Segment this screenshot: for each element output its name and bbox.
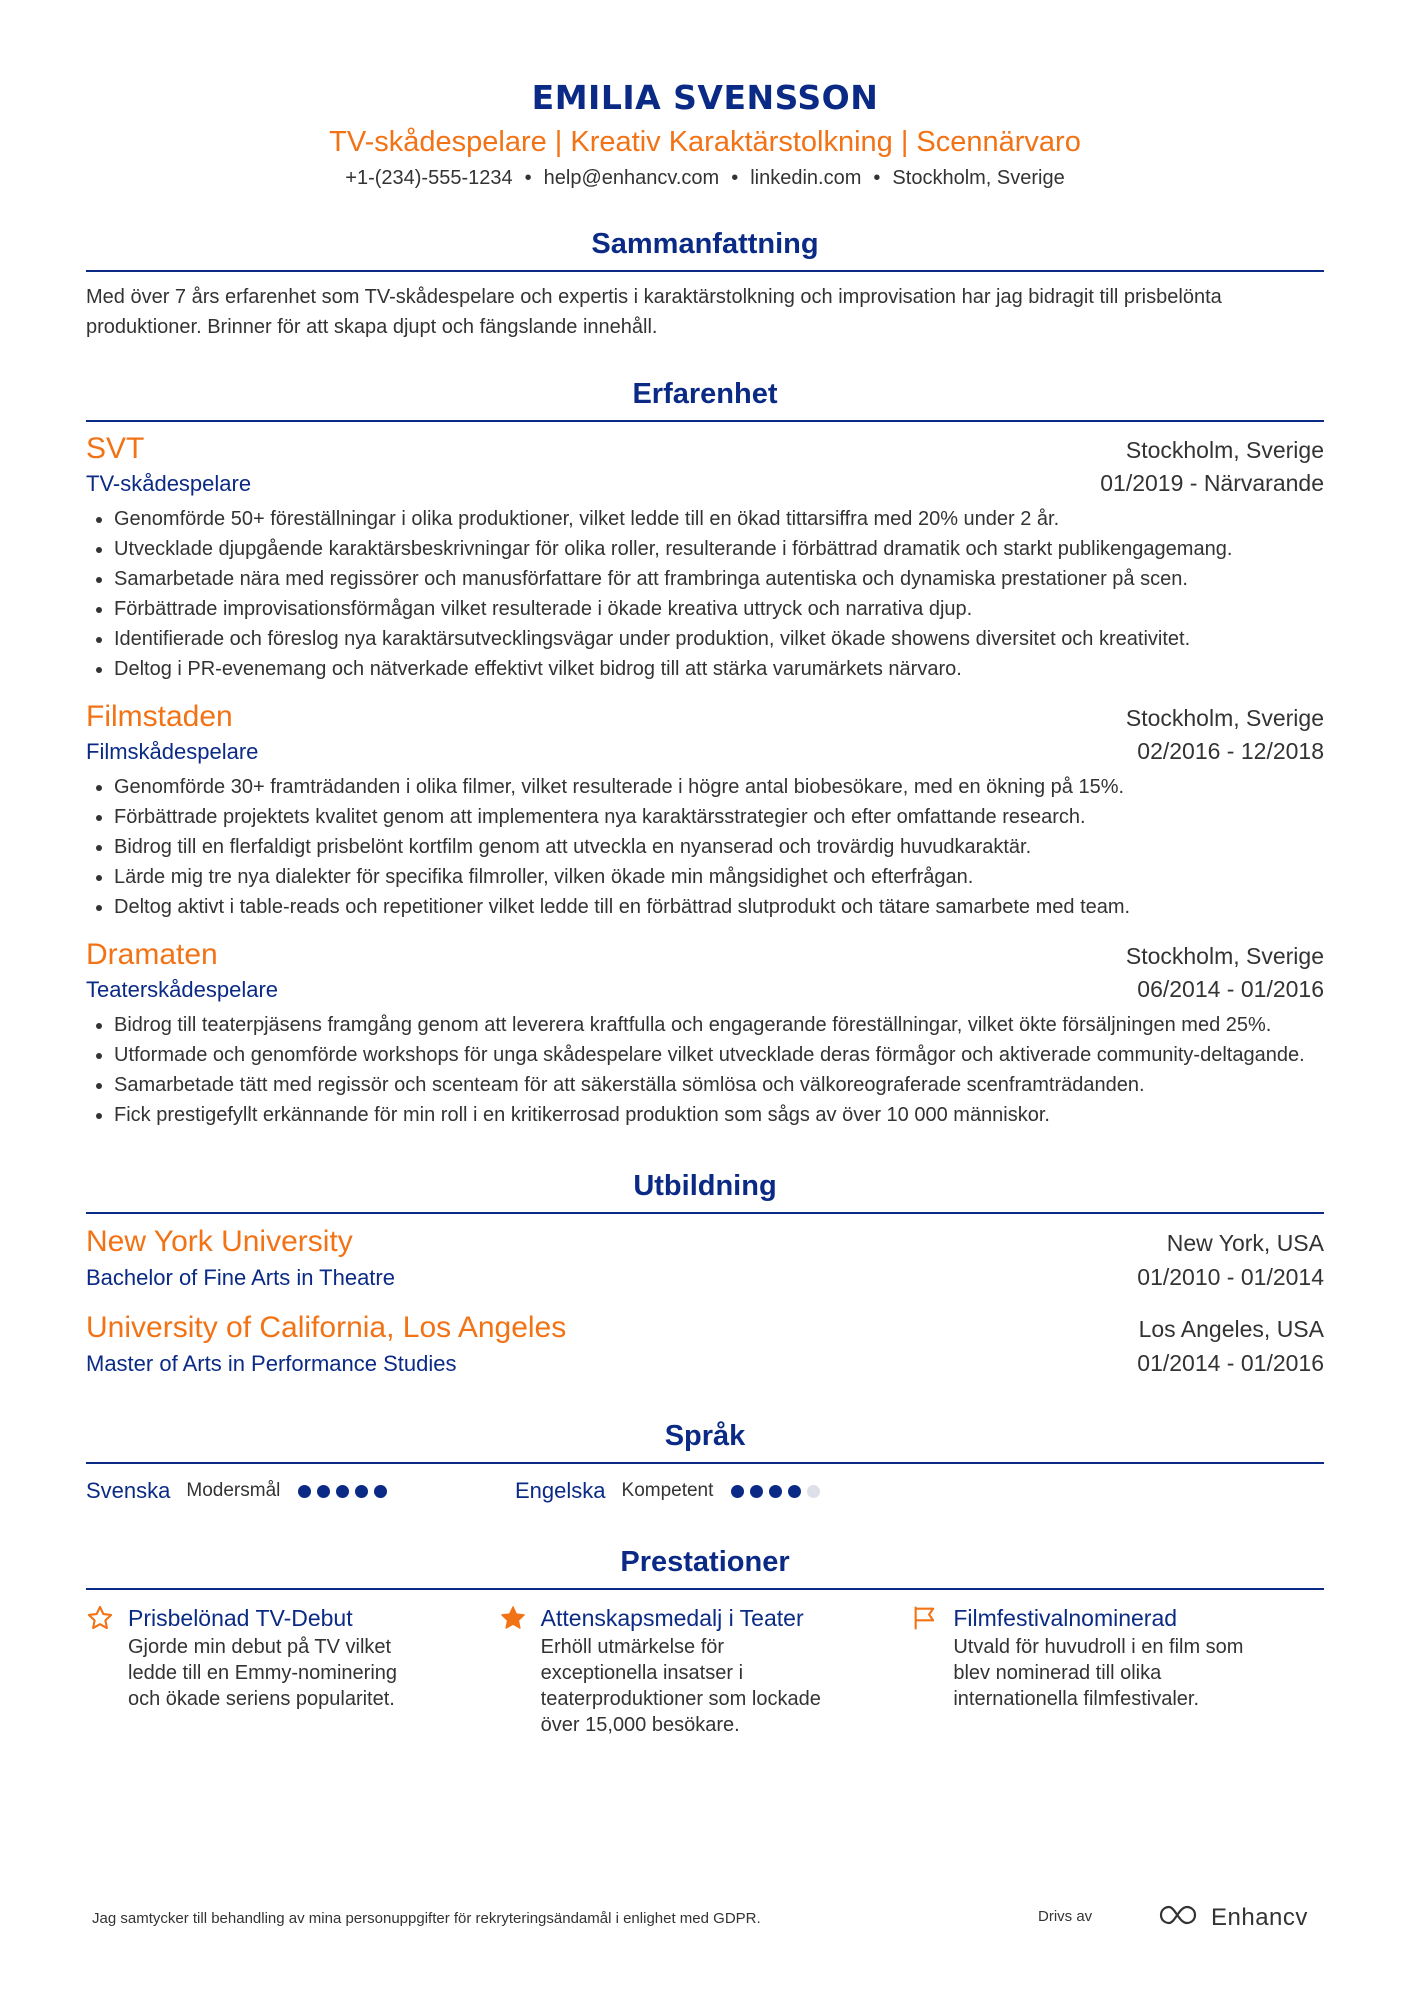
rating-dot-filled bbox=[374, 1485, 387, 1498]
job-bullets bbox=[86, 504, 1324, 684]
contact-phone: +1-(234)-555-1234 bbox=[345, 167, 513, 189]
star-outline-icon bbox=[86, 1602, 128, 1738]
education-dates: 01/2014 - 01/2016 bbox=[1137, 1350, 1324, 1376]
separator-dot: • bbox=[731, 167, 739, 189]
resume-header bbox=[86, 0, 1324, 192]
bullet-item: • Fick prestigefyllt erkännande för min roll i en kritikerrosad produktion som sågs av över 10 000 människor. bbox=[114, 1100, 1324, 1130]
job-location: Stockholm, Sverige bbox=[1125, 705, 1324, 731]
section-divider bbox=[86, 270, 1324, 272]
section-title-experience: Erfarenhet bbox=[632, 378, 778, 410]
job-location: Stockholm, Sverige bbox=[1125, 437, 1324, 463]
school-name: New York University bbox=[86, 1225, 353, 1258]
language-level: Modersmål bbox=[186, 1480, 281, 1501]
job-dates: 06/2014 - 01/2016 bbox=[1137, 976, 1324, 1002]
bullet-item: • Genomförde 30+ framträdanden i olika filmer, vilket resulterade i högre antal biobesökare, med en ökning på 15%. bbox=[114, 772, 1324, 802]
job-location: Stockholm, Sverige bbox=[1125, 943, 1324, 969]
job-company: Dramaten bbox=[86, 938, 218, 971]
achievement-desc: Utvald för huvudroll i en film som blev nominerad till olika internationella filmfestivaler. bbox=[953, 1636, 1244, 1710]
powered-by-label: Drivs av bbox=[1038, 1908, 1093, 1925]
bullet-item: • Förbättrade projektets kvalitet genom att implementera nya karaktärsstrategier och efter omfattande research. bbox=[114, 802, 1324, 832]
resume-page bbox=[86, 0, 1324, 1738]
education-entry bbox=[86, 1222, 1324, 1294]
rating-dot-filled bbox=[769, 1485, 782, 1498]
language-name: Engelska bbox=[515, 1478, 606, 1503]
rating-dot-filled bbox=[298, 1485, 311, 1498]
section-title-education: Utbildning bbox=[633, 1170, 777, 1202]
education-dates: 01/2010 - 01/2014 bbox=[1137, 1264, 1324, 1290]
star-filled-icon bbox=[499, 1602, 541, 1738]
achievement-item bbox=[499, 1602, 912, 1738]
school-location: New York, USA bbox=[1166, 1230, 1324, 1256]
job-entry bbox=[86, 936, 1324, 1130]
job-role: Filmskådespelare bbox=[86, 739, 259, 764]
bullet-item: • Förbättrade improvisationsförmågan vilket resulterade i ökade kreativa uttryck och narrativa djup. bbox=[114, 594, 1324, 624]
bullet-item: • Genomförde 50+ föreställningar i olika produktioner, vilket ledde till en ökad tittarsiffra med 20% under 2 år. bbox=[114, 504, 1324, 534]
gdpr-consent: Jag samtycker till behandling av mina personuppgifter för rekryteringsändamål i enlighet med GDPR. bbox=[92, 1910, 761, 1927]
contact-location: Stockholm, Sverige bbox=[892, 167, 1065, 189]
degree-name: Bachelor of Fine Arts in Theatre bbox=[86, 1265, 395, 1290]
language-item bbox=[86, 1478, 515, 1504]
section-divider bbox=[86, 1588, 1324, 1590]
job-company: Filmstaden bbox=[86, 700, 233, 733]
languages-row bbox=[86, 1476, 1324, 1506]
job-dates: 02/2016 - 12/2018 bbox=[1137, 738, 1324, 764]
job-bullets bbox=[86, 1010, 1324, 1130]
rating-dot-empty bbox=[807, 1485, 820, 1498]
footer bbox=[92, 1902, 1312, 1942]
section-title-summary: Sammanfattning bbox=[591, 228, 819, 260]
job-dates: 01/2019 - Närvarande bbox=[1100, 470, 1324, 496]
languages-section bbox=[86, 1416, 1324, 1506]
language-rating bbox=[731, 1485, 820, 1498]
bullet-item: • Utvecklade djupgående karaktärsbeskrivningar för olika roller, resulterande i förbättrad dramatik och starkt publikengagemang. bbox=[114, 534, 1324, 564]
language-item bbox=[515, 1478, 944, 1504]
flag-icon bbox=[911, 1602, 953, 1738]
rating-dot-filled bbox=[750, 1485, 763, 1498]
bullet-item: • Lärde mig tre nya dialekter för specifika filmroller, vilken ökade min mångsidighet och efterfrågan. bbox=[114, 862, 1324, 892]
rating-dot-filled bbox=[355, 1485, 368, 1498]
bullet-item: • Identifierade och föreslog nya karaktärsutvecklingsvägar under produktion, vilket ökade showens diversitet och kreativitet. bbox=[114, 624, 1324, 654]
job-bullets bbox=[86, 772, 1324, 922]
rating-dot-filled bbox=[336, 1485, 349, 1498]
achievements-section bbox=[86, 1542, 1324, 1738]
achievement-item bbox=[86, 1602, 499, 1738]
achievement-title: Attenskapsmedalj i Teater bbox=[540, 1605, 804, 1631]
bullet-item: • Deltog i PR-evenemang och nätverkade effektivt vilket bidrog till att stärka varumärkets närvaro. bbox=[114, 654, 1324, 684]
headline: TV-skådespelare | Kreativ Karaktärstolkning | Scennärvaro bbox=[329, 126, 1081, 158]
section-divider bbox=[86, 420, 1324, 422]
job-entry bbox=[86, 430, 1324, 684]
achievement-desc: Gjorde min debut på TV vilket ledde till en Emmy-nominering och ökade seriens popularitet. bbox=[128, 1636, 398, 1710]
contact-email[interactable]: help@enhancv.com bbox=[543, 167, 720, 189]
job-company: SVT bbox=[86, 432, 145, 465]
bullet-item: • Bidrog till teaterpjäsens framgång genom att leverera kraftfulla och engagerande föreställningar, vilket ökte försäljningen med 25%. bbox=[114, 1010, 1324, 1040]
bullet-item: • Utformade och genomförde workshops för unga skådespelare vilket utvecklade deras förmågor och aktiverade community-deltagande. bbox=[114, 1040, 1324, 1070]
rating-dot-filled bbox=[788, 1485, 801, 1498]
achievement-item bbox=[911, 1602, 1324, 1738]
degree-name: Master of Arts in Performance Studies bbox=[86, 1351, 457, 1376]
rating-dot-filled bbox=[317, 1485, 330, 1498]
achievement-title: Prisbelönad TV-Debut bbox=[128, 1605, 353, 1631]
contact-line bbox=[86, 164, 1324, 192]
candidate-name: EMILIA SVENSSON bbox=[531, 78, 879, 117]
bullet-item: • Samarbetade tätt med regissör och scenteam för att säkerställa sömlösa och välkoreograferade scenframträdanden. bbox=[114, 1070, 1324, 1100]
enhancv-logo-icon bbox=[1157, 1902, 1203, 1933]
summary-section bbox=[86, 224, 1324, 342]
section-divider bbox=[86, 1212, 1324, 1214]
job-entry bbox=[86, 698, 1324, 922]
achievements-row bbox=[86, 1602, 1324, 1738]
rating-dot-filled bbox=[731, 1485, 744, 1498]
language-name: Svenska bbox=[86, 1478, 171, 1503]
school-location: Los Angeles, USA bbox=[1138, 1316, 1324, 1342]
language-level: Kompetent bbox=[621, 1480, 714, 1501]
separator-dot: • bbox=[873, 167, 881, 189]
enhancv-logo[interactable] bbox=[1157, 1902, 1308, 1933]
education-entry bbox=[86, 1308, 1324, 1380]
achievement-title: Filmfestivalnominerad bbox=[953, 1605, 1178, 1631]
bullet-item: • Deltog aktivt i table-reads och repetitioner vilket ledde till en förbättrad slutprodukt och tätare samarbete med team. bbox=[114, 892, 1324, 922]
section-title-languages: Språk bbox=[664, 1420, 746, 1452]
brand-name: Enhancv bbox=[1211, 1903, 1308, 1931]
language-rating bbox=[298, 1485, 387, 1498]
achievement-desc: Erhöll utmärkelse för exceptionella insatser i teaterproduktioner som lockade över 15,000 besökare. bbox=[540, 1636, 821, 1736]
bullet-item: • Bidrog till en flerfaldigt prisbelönt kortfilm genom att utveckla en nyanserad och trovärdig huvudkaraktär. bbox=[114, 832, 1324, 862]
separator-dot: • bbox=[524, 167, 532, 189]
contact-linkedin[interactable]: linkedin.com bbox=[750, 167, 862, 189]
experience-section bbox=[86, 374, 1324, 1130]
section-divider bbox=[86, 1462, 1324, 1464]
section-title-achievements: Prestationer bbox=[620, 1546, 790, 1578]
school-name: University of California, Los Angeles bbox=[86, 1311, 567, 1344]
education-section bbox=[86, 1166, 1324, 1380]
bullet-item: • Samarbetade nära med regissörer och manusförfattare för att frambringa autentiska och dynamiska prestationer på scen. bbox=[114, 564, 1324, 594]
job-role: TV-skådespelare bbox=[86, 471, 252, 496]
summary-text: Med över 7 års erfarenhet som TV-skådespelare och expertis i karaktärstolkning och improvisation har jag bidragit till prisbelönta produktioner. Brinner för att skapa djupt och fängslande innehåll. bbox=[86, 286, 1222, 338]
job-role: Teaterskådespelare bbox=[86, 977, 279, 1002]
